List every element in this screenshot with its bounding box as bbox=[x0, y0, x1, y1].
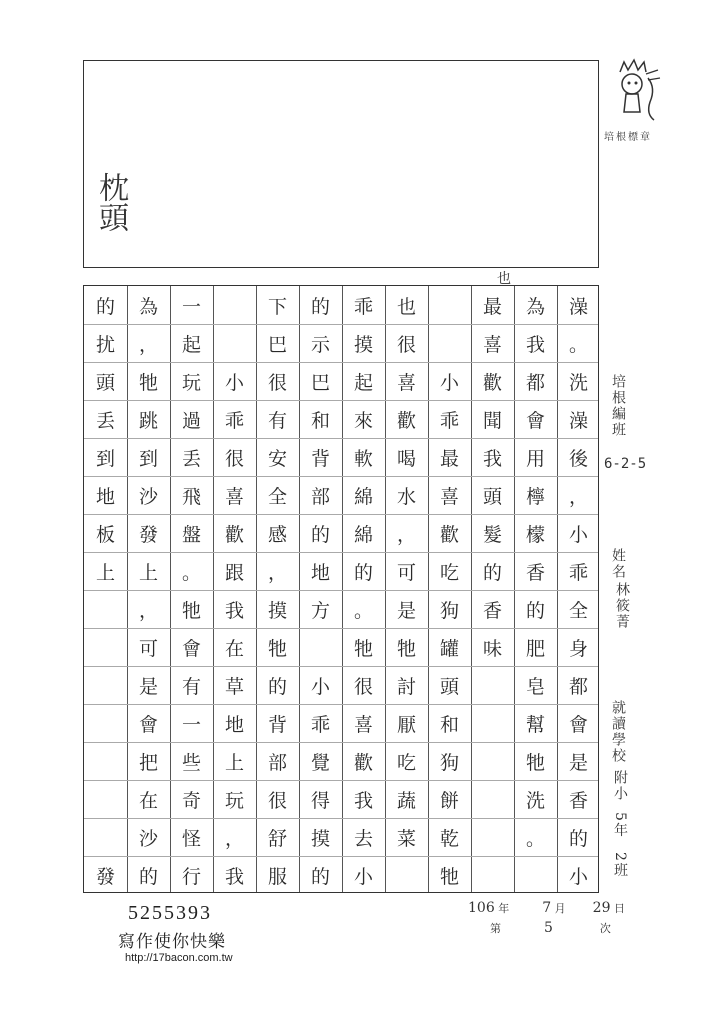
grid-cell: 後 bbox=[568, 447, 588, 470]
grid-cell: 喜 bbox=[396, 371, 416, 394]
grid-cell: 丢 bbox=[95, 409, 115, 432]
class-label: 培根編班 bbox=[610, 374, 626, 438]
grid-cell: 為 bbox=[138, 295, 158, 318]
grid-cell: 有 bbox=[181, 675, 201, 698]
grid-cell bbox=[216, 286, 254, 324]
grid-cell: 很 bbox=[267, 371, 287, 394]
grid-cell: 喜 bbox=[482, 333, 502, 356]
grid-cell: 在 bbox=[138, 789, 158, 812]
grid-cell: 起 bbox=[353, 371, 373, 394]
grid-cell: 地 bbox=[310, 561, 330, 584]
grid-cell: ， bbox=[138, 333, 158, 356]
grid-cell: 飛 bbox=[181, 485, 201, 508]
date-day-unit: 日 bbox=[613, 902, 625, 915]
grid-cell bbox=[474, 856, 512, 894]
grid-cell: 歡 bbox=[482, 371, 502, 394]
grid-cell: 歡 bbox=[439, 523, 459, 546]
grid-cell: 板 bbox=[95, 523, 115, 546]
grid-cell: 喜 bbox=[353, 713, 373, 736]
grid-column-line bbox=[514, 286, 515, 892]
grid-cell: 舒 bbox=[267, 827, 287, 850]
name-label: 姓名 bbox=[610, 548, 626, 580]
grid-cell: 聞 bbox=[482, 409, 502, 432]
grid-column-line bbox=[170, 286, 171, 892]
grid-cell: 小 bbox=[224, 371, 244, 394]
grid-cell: 會 bbox=[525, 409, 545, 432]
grid-cell: 乖 bbox=[439, 409, 459, 432]
grid-cell: 些 bbox=[181, 751, 201, 774]
grid-cell: 的 bbox=[353, 561, 373, 584]
grid-column-line bbox=[385, 286, 386, 892]
grid-cell: 和 bbox=[310, 409, 330, 432]
grid-cell: 的 bbox=[267, 675, 287, 698]
grid-cell: 蔬 bbox=[396, 789, 416, 812]
comment-box bbox=[83, 60, 599, 268]
grid-cell: 有 bbox=[267, 409, 287, 432]
grid-column-line bbox=[213, 286, 214, 892]
grid-cell: 為 bbox=[525, 295, 545, 318]
grid-cell: 示 bbox=[310, 333, 330, 356]
grid-cell: 玩 bbox=[224, 789, 244, 812]
grid-cell bbox=[517, 856, 555, 894]
grid-cell: 到 bbox=[95, 447, 115, 470]
grid-cell: 牠 bbox=[267, 637, 287, 660]
grid-cell: 地 bbox=[95, 485, 115, 508]
grid-cell: ， bbox=[224, 827, 244, 850]
grid-cell: 小 bbox=[353, 865, 373, 888]
grid-cell: 一 bbox=[181, 295, 201, 318]
grid-cell: 在 bbox=[224, 637, 244, 660]
grid-cell bbox=[87, 818, 125, 856]
grid-cell: 都 bbox=[568, 675, 588, 698]
grid-cell: 歡 bbox=[396, 409, 416, 432]
grid-cell bbox=[474, 742, 512, 780]
grid-cell bbox=[431, 286, 469, 324]
grid-cell: 是 bbox=[138, 675, 158, 698]
grid-cell: 下 bbox=[267, 295, 287, 318]
grid-cell: 很 bbox=[396, 333, 416, 356]
grid-cell: 巴 bbox=[310, 371, 330, 394]
grid-cell: 的 bbox=[310, 865, 330, 888]
grid-cell: 怪 bbox=[181, 827, 201, 850]
grid-cell: ， bbox=[396, 523, 416, 546]
grid-cell: 丢 bbox=[181, 447, 201, 470]
class-number: 2班 bbox=[612, 852, 628, 879]
school-label: 就讀學校 bbox=[610, 700, 626, 764]
grid-cell: 上 bbox=[138, 561, 158, 584]
grid-column-line bbox=[256, 286, 257, 892]
grid-cell: 洗 bbox=[525, 789, 545, 812]
grid-cell: 的 bbox=[568, 827, 588, 850]
grid-cell bbox=[87, 628, 125, 666]
grid-cell: 香 bbox=[525, 561, 545, 584]
grid-cell: 安 bbox=[267, 447, 287, 470]
grid-cell: 牠 bbox=[138, 371, 158, 394]
grid-cell: 乾 bbox=[439, 827, 459, 850]
grid-cell bbox=[87, 780, 125, 818]
grid-cell: 狗 bbox=[439, 599, 459, 622]
grid-cell: 我 bbox=[482, 447, 502, 470]
grid-cell: 全 bbox=[267, 485, 287, 508]
grid-cell: 跟 bbox=[224, 561, 244, 584]
grid-cell: 的 bbox=[310, 523, 330, 546]
grid-cell: 巴 bbox=[267, 333, 287, 356]
grade-value: 5年 bbox=[612, 812, 628, 839]
grid-cell: 我 bbox=[224, 599, 244, 622]
mascot-icon bbox=[610, 58, 662, 122]
grid-cell: 香 bbox=[482, 599, 502, 622]
grid-cell: 髮 bbox=[482, 523, 502, 546]
grid-cell: 摸 bbox=[310, 827, 330, 850]
grid-cell: 小 bbox=[568, 865, 588, 888]
grid-column-line bbox=[428, 286, 429, 892]
grid-cell: 很 bbox=[353, 675, 373, 698]
grid-cell: 喝 bbox=[396, 447, 416, 470]
grid-column-line bbox=[299, 286, 300, 892]
grid-cell: 上 bbox=[95, 561, 115, 584]
grid-cell: ， bbox=[568, 485, 588, 508]
grid-cell: 去 bbox=[353, 827, 373, 850]
stamp-label: 培根標章 bbox=[604, 132, 652, 143]
comment-text: 枕頭 bbox=[93, 172, 128, 232]
grid-cell: 喜 bbox=[224, 485, 244, 508]
student-code: 5255393 bbox=[128, 902, 212, 924]
grid-cell: 起 bbox=[181, 333, 201, 356]
count-suffix: 次 bbox=[599, 922, 611, 935]
grid-column-line bbox=[471, 286, 472, 892]
grid-cell: 覺 bbox=[310, 751, 330, 774]
grid-cell: 來 bbox=[353, 409, 373, 432]
grid-cell: 皂 bbox=[525, 675, 545, 698]
grid-cell: 盤 bbox=[181, 523, 201, 546]
grid-cell: 頭 bbox=[482, 485, 502, 508]
grid-column-line bbox=[342, 286, 343, 892]
grid-cell bbox=[87, 666, 125, 704]
grid-cell: 狗 bbox=[439, 751, 459, 774]
grid-cell: ， bbox=[267, 561, 287, 584]
grid-cell: 喜 bbox=[439, 485, 459, 508]
grid-cell: 用 bbox=[525, 447, 545, 470]
grid-cell: 肥 bbox=[525, 637, 545, 660]
grid-column-line bbox=[127, 286, 128, 892]
correction-annotation: 也 bbox=[497, 271, 511, 287]
grid-cell: 味 bbox=[482, 637, 502, 660]
grid-cell: 的 bbox=[482, 561, 502, 584]
grid-cell: 行 bbox=[181, 865, 201, 888]
grid-cell: 會 bbox=[568, 713, 588, 736]
grid-cell: 發 bbox=[95, 865, 115, 888]
grid-cell: 菜 bbox=[396, 827, 416, 850]
grid-cell: 都 bbox=[525, 371, 545, 394]
grid-cell: 綿 bbox=[353, 523, 373, 546]
grid-cell: 方 bbox=[310, 599, 330, 622]
grid-cell: 會 bbox=[138, 713, 158, 736]
grid-cell: 可 bbox=[138, 637, 158, 660]
grid-cell bbox=[388, 856, 426, 894]
grid-cell: 服 bbox=[267, 865, 287, 888]
date-month: 7 bbox=[542, 900, 552, 916]
grid-cell: 吃 bbox=[396, 751, 416, 774]
grid-cell: 部 bbox=[267, 751, 287, 774]
date-year: 106 bbox=[468, 900, 495, 916]
grid-cell: 香 bbox=[568, 789, 588, 812]
grid-cell: 背 bbox=[267, 713, 287, 736]
grid-cell: 是 bbox=[568, 751, 588, 774]
grid-cell: 洗 bbox=[568, 371, 588, 394]
grid-cell: 跳 bbox=[138, 409, 158, 432]
grid-cell: ， bbox=[138, 599, 158, 622]
grid-column-line bbox=[557, 286, 558, 892]
grid-cell: 我 bbox=[353, 789, 373, 812]
grid-cell: 小 bbox=[439, 371, 459, 394]
grid-cell: 奇 bbox=[181, 789, 201, 812]
grid-cell: 和 bbox=[439, 713, 459, 736]
grid-cell: 背 bbox=[310, 447, 330, 470]
grid-cell: 討 bbox=[396, 675, 416, 698]
grid-cell: 得 bbox=[310, 789, 330, 812]
grid-cell: 發 bbox=[138, 523, 158, 546]
grid-cell: 摸 bbox=[267, 599, 287, 622]
grid-cell: 歡 bbox=[224, 523, 244, 546]
grid-cell: 頭 bbox=[439, 675, 459, 698]
grid-cell: 頭 bbox=[95, 371, 115, 394]
grid-cell: 檬 bbox=[525, 523, 545, 546]
slogan: 寫作使你快樂 bbox=[118, 932, 226, 952]
grid-cell: 可 bbox=[396, 561, 416, 584]
grid-cell: 乖 bbox=[353, 295, 373, 318]
grid-cell: 的 bbox=[95, 295, 115, 318]
name-value: 林筱菁 bbox=[614, 582, 630, 630]
grid-cell: 。 bbox=[353, 599, 373, 622]
grid-cell: 水 bbox=[396, 485, 416, 508]
grid-cell: 牠 bbox=[439, 865, 459, 888]
grid-cell: 扰 bbox=[95, 333, 115, 356]
date-row bbox=[468, 900, 625, 916]
grid-cell: 感 bbox=[267, 523, 287, 546]
grid-cell: 。 bbox=[181, 561, 201, 584]
grid-cell bbox=[302, 628, 340, 666]
manuscript-grid bbox=[83, 285, 599, 893]
grid-cell: 綿 bbox=[353, 485, 373, 508]
grid-cell: 我 bbox=[224, 865, 244, 888]
grid-cell: 小 bbox=[568, 523, 588, 546]
grid-cell: 的 bbox=[138, 865, 158, 888]
grid-cell: 一 bbox=[181, 713, 201, 736]
count-value: 5 bbox=[544, 920, 553, 936]
grid-cell: 牠 bbox=[181, 599, 201, 622]
grid-cell: 小 bbox=[310, 675, 330, 698]
grid-cell: 牠 bbox=[353, 637, 373, 660]
grid-cell: 很 bbox=[267, 789, 287, 812]
grid-cell: 牠 bbox=[396, 637, 416, 660]
grid-cell: 幫 bbox=[525, 713, 545, 736]
grid-cell: 到 bbox=[138, 447, 158, 470]
grid-cell: 最 bbox=[439, 447, 459, 470]
grid-cell: 草 bbox=[224, 675, 244, 698]
date-year-unit: 年 bbox=[498, 902, 510, 915]
grid-cell: 乖 bbox=[310, 713, 330, 736]
date-month-unit: 月 bbox=[554, 902, 566, 915]
grid-cell: 檸 bbox=[525, 485, 545, 508]
grid-cell: 的 bbox=[310, 295, 330, 318]
website-url: http://17bacon.com.tw bbox=[125, 952, 233, 964]
grid-cell bbox=[87, 742, 125, 780]
grid-cell: 乖 bbox=[568, 561, 588, 584]
grid-cell bbox=[474, 780, 512, 818]
grid-cell: 澡 bbox=[568, 409, 588, 432]
school-value: 附小 bbox=[612, 770, 628, 802]
count-row bbox=[490, 920, 611, 936]
grid-cell: 罐 bbox=[439, 637, 459, 660]
grid-cell bbox=[87, 704, 125, 742]
grid-cell: 過 bbox=[181, 409, 201, 432]
count-prefix: 第 bbox=[490, 922, 501, 935]
grid-cell: 也 bbox=[396, 295, 416, 318]
grid-cell: 吃 bbox=[439, 561, 459, 584]
grid-cell: 餅 bbox=[439, 789, 459, 812]
grid-cell: 沙 bbox=[138, 827, 158, 850]
grid-cell bbox=[431, 324, 469, 362]
grid-cell: 摸 bbox=[353, 333, 373, 356]
grid-cell: 是 bbox=[396, 599, 416, 622]
grid-cell: 厭 bbox=[396, 713, 416, 736]
grid-cell bbox=[474, 704, 512, 742]
grid-cell: 玩 bbox=[181, 371, 201, 394]
grid-cell bbox=[474, 666, 512, 704]
grid-cell: 我 bbox=[525, 333, 545, 356]
grid-cell: 把 bbox=[138, 751, 158, 774]
grid-cell: 澡 bbox=[568, 295, 588, 318]
grid-cell: 部 bbox=[310, 485, 330, 508]
grid-cell: 會 bbox=[181, 637, 201, 660]
grid-cell bbox=[216, 324, 254, 362]
class-value: 6-2-5 bbox=[604, 456, 647, 472]
grid-cell: 的 bbox=[525, 599, 545, 622]
grid-cell: 最 bbox=[482, 295, 502, 318]
grid-cell: 全 bbox=[568, 599, 588, 622]
grid-cell: 。 bbox=[525, 827, 545, 850]
grid-cell: 牠 bbox=[525, 751, 545, 774]
grid-cell: 軟 bbox=[353, 447, 373, 470]
grid-cell: 上 bbox=[224, 751, 244, 774]
grid-cell: 很 bbox=[224, 447, 244, 470]
grid-cell: 乖 bbox=[224, 409, 244, 432]
date-day: 29 bbox=[592, 900, 611, 916]
grid-cell bbox=[87, 590, 125, 628]
grid-cell: 沙 bbox=[138, 485, 158, 508]
grid-cell: 身 bbox=[568, 637, 588, 660]
grid-cell: 地 bbox=[224, 713, 244, 736]
grid-cell: 。 bbox=[568, 333, 588, 356]
grid-cell bbox=[474, 818, 512, 856]
grid-cell: 歡 bbox=[353, 751, 373, 774]
